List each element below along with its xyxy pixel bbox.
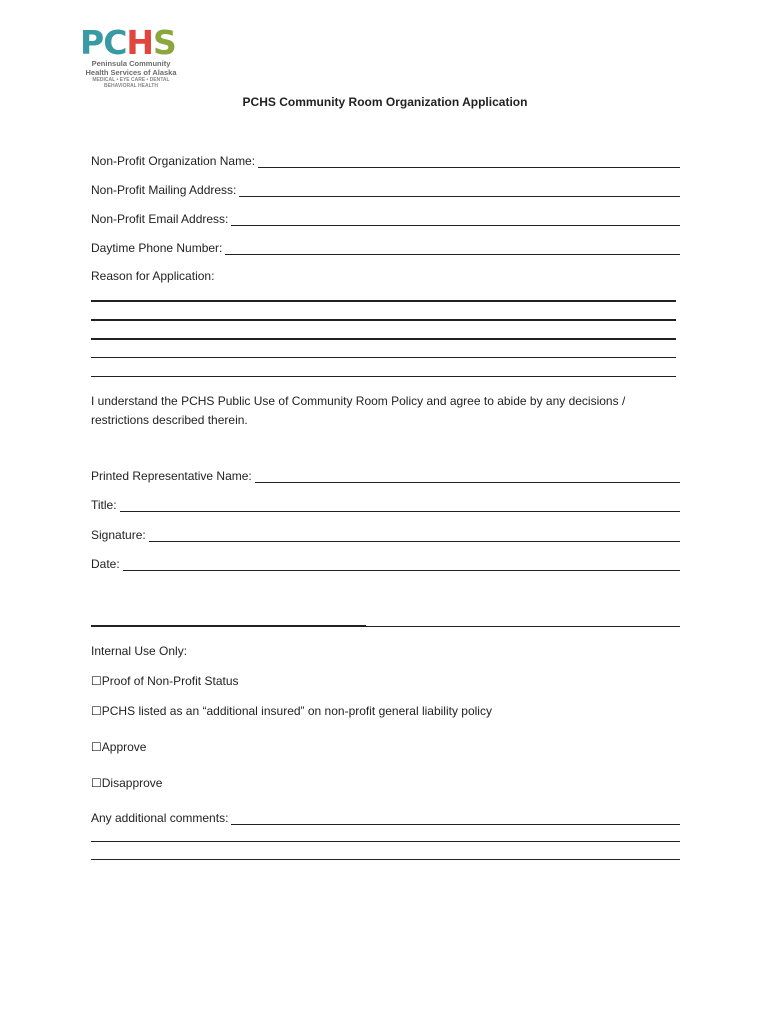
pchs-logo	[80, 23, 190, 92]
mailing-address-field[interactable]	[91, 183, 680, 197]
logo-line-4: BEHAVIORAL HEALTH	[104, 83, 158, 89]
checkbox-icon[interactable]: ☐	[91, 674, 102, 688]
checkbox-nonprofit-status-label: Proof of Non-Profit Status	[101, 674, 239, 688]
reason-line-4[interactable]	[91, 357, 676, 358]
reason-label: Reason for Application:	[91, 269, 215, 283]
signature-field[interactable]	[91, 528, 680, 542]
representative-name-label: Printed Representative Name:	[91, 469, 252, 483]
logo-letters	[80, 23, 190, 62]
email-address-line[interactable]	[231, 213, 680, 226]
logo-letter-p: P	[80, 23, 104, 62]
phone-number-field[interactable]	[91, 241, 680, 255]
logo-line-2: Health Services of Alaska	[85, 67, 177, 77]
logo-line-3: MEDICAL • EYE CARE • DENTAL	[92, 77, 170, 83]
phone-number-line[interactable]	[225, 242, 680, 255]
logo-letter-s: S	[153, 23, 176, 62]
representative-name-field[interactable]	[91, 469, 680, 483]
reason-line-3[interactable]	[91, 338, 676, 340]
checkbox-icon[interactable]: ☐	[91, 776, 102, 790]
reason-line-2[interactable]	[91, 319, 676, 321]
representative-name-line[interactable]	[255, 470, 680, 483]
phone-number-label: Daytime Phone Number:	[91, 241, 223, 255]
title-line[interactable]	[120, 499, 680, 512]
date-field[interactable]	[91, 557, 680, 571]
logo-letter-c: C	[103, 23, 127, 62]
reason-line-1[interactable]	[91, 300, 676, 302]
logo-line-1: Peninsula Community	[91, 59, 171, 68]
checkbox-additional-insured-label: PCHS listed as an “additional insured” on non-profit general liability policy	[101, 704, 492, 718]
additional-comments-field[interactable]	[91, 811, 680, 825]
checkbox-approve-label: Approve	[101, 740, 147, 754]
date-line[interactable]	[123, 558, 680, 571]
agreement-text: I understand the PCHS Public Use of Community Room Policy and agree to abide by any decisions / restrictions described therein.	[91, 394, 626, 427]
org-name-label: Non-Profit Organization Name:	[91, 154, 256, 168]
internal-use-label: Internal Use Only:	[91, 644, 188, 658]
mailing-address-label: Non-Profit Mailing Address:	[91, 183, 237, 197]
separator-thick	[91, 625, 366, 627]
title-label: Title:	[91, 498, 117, 512]
signature-line[interactable]	[149, 529, 680, 542]
separator-thin	[366, 626, 680, 627]
org-name-field[interactable]	[91, 154, 680, 168]
org-name-line[interactable]	[258, 155, 680, 168]
additional-comments-line[interactable]	[231, 812, 680, 825]
checkbox-approve[interactable]	[91, 740, 146, 754]
email-address-field[interactable]	[91, 212, 680, 226]
checkbox-nonprofit-status[interactable]	[91, 674, 239, 688]
title-field[interactable]	[91, 498, 680, 512]
document-title: PCHS Community Room Organization Application	[242, 95, 528, 109]
checkbox-icon[interactable]: ☐	[91, 740, 102, 754]
additional-comments-label: Any additional comments:	[91, 811, 229, 825]
reason-line-5[interactable]	[91, 376, 676, 377]
email-address-label: Non-Profit Email Address:	[91, 212, 229, 226]
logo-letter-h: H	[126, 23, 154, 62]
checkbox-icon[interactable]: ☐	[91, 704, 102, 718]
checkbox-disapprove[interactable]	[91, 776, 162, 790]
mailing-address-line[interactable]	[239, 184, 680, 197]
checkbox-additional-insured[interactable]	[91, 704, 492, 718]
signature-label: Signature:	[91, 528, 146, 542]
comments-line-3[interactable]	[91, 859, 680, 860]
checkbox-disapprove-label: Disapprove	[101, 776, 163, 790]
date-label: Date:	[91, 557, 120, 571]
comments-line-2[interactable]	[91, 841, 680, 842]
